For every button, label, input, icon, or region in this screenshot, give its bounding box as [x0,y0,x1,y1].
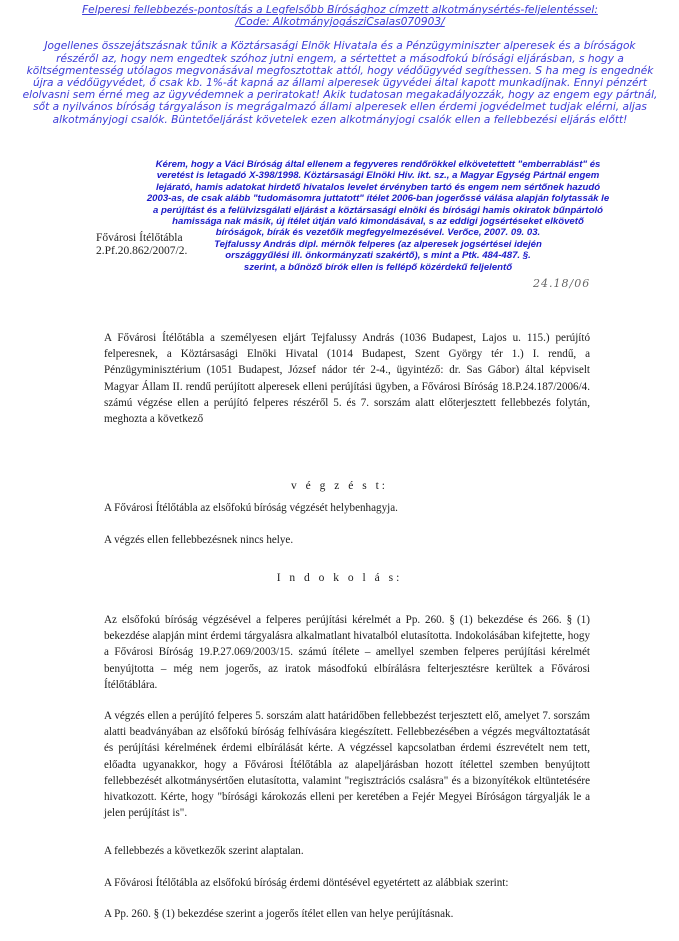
stamp-line: veretést is letagadó X-398/1998. Köztársasági Elnöki Hiv. ikt. sz., a Magyar Egység Pártnál engem [156,170,600,182]
stamp-line: hamissága nak másik, új ítélet útján való kimondásával, s az eddigi jogsértéseket elkövető [172,216,584,228]
handwritten-note: 24.18/06 [533,277,591,290]
decision-paragraph-1: A Fővárosi Ítélőtábla az elsőfokú bíróság végzését helybenhagyja. [104,502,398,514]
stamp-line: a perújítást és a felülvizsgálati eljárást a köztársasági elnöki és bírósági hamis okiratok bűnpártoló [153,204,603,216]
case-number: 2.Pf.20.862/2007/2. [96,245,188,257]
reason-paragraph-3: A fellebbezés a következők szerint alaptalan. [104,845,304,857]
stamp-line: Tejfalussy András dipl. mérnök felperes (az alperesek jogsértései idején [214,238,542,250]
header-title: Felperesi fellebbezés-pontosítás a Legfelsőbb Bírósághoz címzett alkotmánysértés-feljelentéssel: [82,4,598,16]
indoklas-heading: I n d o k o l á s: [276,572,403,584]
stamp-line: lejárató, hamis adatokat hirdető hivatalos levelet érvényben tartó és engem nem sértőnek hazudó [155,181,601,193]
stamp-line: bíróságok, bírák és vezetőik megfegyelmezésével. Verőce, 2007. 09. 03. [215,227,541,239]
stamp-line: szerint, a bűnöző bírók ellen is fellépő közérdekű feljelentő [243,261,513,273]
stamp-line: országgyűlési ill. önkormányzati szakértő), s mint a Ptk. 484-487. §. [225,250,531,262]
stamp-line: 2003-as, de csak alább "tudomásomra juttatott" ítélet 2006-ban jogerőssé válása alapján folytassák le [146,193,610,205]
header-paragraph: Jogellenes összejátszásnak tűnik a Köztársasági Elnök Hivatala és a Pénzügyminiszter alperesek és a bíróságok részéről az, hogy nem engedtek szóhoz jutni engem, a sértettet a másodfokú bírósági eljárásban, s hogy a költségmentesség utólagos megvonásával megfosztottak attól, hogy védőügyvéd segíthessen. S ha meg is engednék újra a védőügyvédet, ő csak kb. 1%-át kapná az állami alperesek ügyvédei által kapott munkadíjnak. Ennyi pénzért elolvasni sem érné meg az ügyvédemnek a periratokat! Akik tudatosan megakadályozzák, hogy az engem egy pártnál, sőt a nyilvános bíróság tárgyaláson is megrágalmazó állami alperesek ellen érdemi jogvédelmet tudjak elérni, aljas alkotmányjogi csalók. Büntetőeljárást követelek ezen alkotmányjogi csalók ellen a fellebbezési eljárás előtt! [22,40,658,126]
appeal-header [22,4,658,126]
stamp-line: Kérem, hogy a Váci Bíróság által ellenem a fegyveres rendőrökkel elkövetettett "emberrablást" és [155,159,601,170]
reason-paragraph-4: A Fővárosi Ítélőtábla az elsőfokú bíróság érdemi döntésével egyetértett az alábbiak szerint: [104,877,509,889]
reason-paragraph-2: A végzés ellen a perújító felperes 5. sorszám alatt határidőben fellebbezést terjesztett elő, amelyet 7. sorszám alatti beadványában az elsőfokú bíróság felhívására kiegészített. Fellebbezésében a végzés megváltoztatását és perújítási kérelmének érdemi elbírálását kérte. A végzéssel kapcsolatban érdemi észrevételt nem tett, előadta ugyanakkor, hogy a Fővárosi Ítélőtábla az alapeljárásban hozott ítélettel szemben benyújtott fellebbezését alkotmánysértően elutasította, valamint "regisztrációs csalásra" és a bizonyítékok eltüntetésére hivatkozott. Kérte, hogy "bírósági károkozás elleni per keretében a Fejér Megyei Bíróságon tárgyalják le a jelen perújítást is". [104,710,590,820]
court-name: Fővárosi Ítélőtábla [96,232,183,244]
reason-paragraph-5: A Pp. 260. § (1) bekezdése szerint a jogerős ítélet ellen van helye perújításnak. [104,908,454,920]
header-code: /Code: AlkotmányjogásziCsalas070903/ [235,16,445,29]
decision-paragraph-2: A végzés ellen fellebbezésnek nincs helye. [104,534,294,546]
intro-paragraph: A Fővárosi Ítélőtábla a személyesen eljárt Tejfalussy András (1036 Budapest, Lajos u. 115.) perújító felperesnek, a Köztársasági Elnöki Hivatal (1014 Budapest, Szent György tér 1.) I. rendű, a Pénzügyminisztérium (1051 Budapest, József nádor tér 2-4., ügyintéző: dr. Sas Gábor) által képviselt Magyar Állam II. rendű perújított alperesek elleni perújítási ügyben, a Fővárosi Bíróság 18.P.24.187/2006/4. számú végzése ellen a perújító felperes részéről 5. és 7. sorszám alatt előterjesztett fellebbezés folytán, meghozta a következő [104,332,590,426]
vegzes-heading: v é g z é s t: [291,480,388,492]
court-identifier [96,232,187,258]
reason-paragraph-1: Az elsőfokú bíróság végzésével a felperes perújítási kérelmét a Pp. 260. § (1) bekezdése és 266. § (1) bekezdése alapján mint érdemi tárgyalásra alkalmatlant hivatalból elutasította. Indokolásában kifejtette, hogy a Fővárosi Bíróság 19.P.27.069/2003/15. számú ítélete – amellyel szemben felperes perújítási kérelmét benyújtotta – még nem jogerős, az iratok másodfokú elbírálásra felterjesztésre kerültek a Fővárosi Ítélőtáblára. [104,614,590,691]
